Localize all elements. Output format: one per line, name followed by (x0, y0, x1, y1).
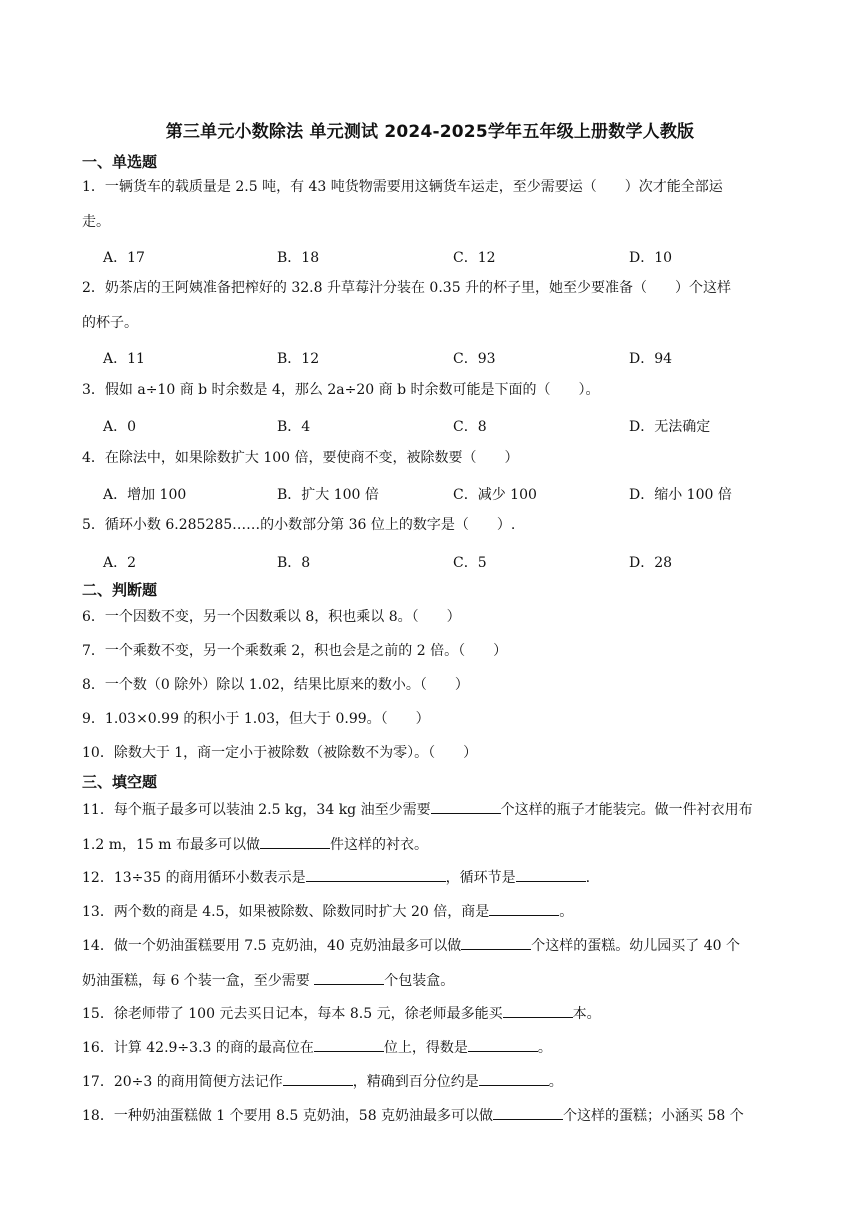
question-text: 个这样的瓶子才能装完。做一件衬衣用布 (500, 802, 753, 818)
option-b[interactable]: B．8 (277, 555, 311, 571)
option-a[interactable]: A．0 (103, 419, 137, 435)
answer-blank[interactable] (479, 1071, 549, 1086)
question-13 (82, 895, 812, 930)
question-text: 位上，得数是 (383, 1040, 468, 1056)
question-text: . (585, 870, 591, 886)
question-text: 2．奶茶店的王阿姨准备把榨好的 32.8 升草莓汁分装在 0.35 升的杯子里，她至少要准备（ ）个这样 (82, 280, 732, 296)
question-text: 的杯子。 (82, 315, 138, 331)
question-text: 件这样的衬衣。 (329, 837, 428, 853)
question-1 (82, 170, 812, 240)
option-c[interactable]: C．93 (453, 351, 496, 367)
option-c[interactable]: C．8 (453, 419, 487, 435)
question-16 (82, 1031, 812, 1066)
section-heading-true-false: 二、判断题 (82, 581, 158, 599)
question-text: 12．13÷35 的商用循环小数表示是 (82, 870, 306, 886)
question-text: ，精确到百分位约是 (352, 1074, 479, 1090)
answer-blank[interactable] (503, 1003, 573, 1018)
option-a[interactable]: A．17 (103, 250, 145, 266)
options-2 (103, 348, 803, 368)
answer-blank[interactable] (431, 799, 501, 814)
question-text: 14．做一个奶油蛋糕要用 7.5 克奶油，40 克奶油最多可以做 (82, 938, 462, 954)
option-c[interactable]: C．减少 100 (453, 487, 537, 503)
option-c[interactable]: C．12 (453, 250, 496, 266)
question-5 (82, 508, 812, 543)
question-text: 5．循环小数 6.285285……的小数部分第 36 位上的数字是（ ）. (82, 517, 516, 533)
question-text: 。 (548, 1074, 563, 1090)
options-4 (103, 484, 803, 504)
question-text: 18．一种奶油蛋糕做 1 个要用 8.5 克奶油，58 克奶油最多可以做 (82, 1108, 494, 1124)
question-text: 本。 (572, 1006, 601, 1022)
question-14 (82, 929, 812, 999)
question-text: 个这样的蛋糕；小涵买 58 个 (563, 1108, 744, 1124)
answer-blank[interactable] (468, 1037, 538, 1052)
question-text: 个这样的蛋糕。幼儿园买了 40 个 (531, 938, 740, 954)
question-text: 。 (559, 904, 574, 920)
question-10: 10．除数大于 1，商一定小于被除数（被除数不为零）。（ ） (82, 745, 478, 761)
question-11 (82, 793, 812, 863)
answer-blank[interactable] (314, 970, 384, 985)
question-2 (82, 271, 812, 341)
options-3 (103, 416, 803, 436)
question-text: 。 (537, 1040, 552, 1056)
question-8: 8．一个数（0 除外）除以 1.02，结果比原来的数小。（ ） (82, 677, 469, 693)
question-text: 17．20÷3 的商用简便方法记作 (82, 1074, 283, 1090)
section-heading-single-choice: 一、单选题 (82, 153, 158, 171)
question-text: ，循环节是 (445, 870, 516, 886)
question-text: 个包装盒。 (384, 973, 455, 989)
options-1 (103, 247, 803, 267)
option-a[interactable]: A．2 (103, 555, 137, 571)
question-text: 4．在除法中，如果除数扩大 100 倍，要使商不变，被除数要（ ） (82, 450, 519, 466)
answer-blank[interactable] (306, 867, 446, 882)
question-text: 15．徐老师带了 100 元去买日记本，每本 8.5 元，徐老师最多能买 (82, 1006, 503, 1022)
question-15 (82, 997, 812, 1032)
question-6: 6．一个因数不变，另一个因数乘以 8，积也乘以 8。（ ） (82, 609, 461, 625)
option-b[interactable]: B．18 (277, 250, 320, 266)
question-text: 11．每个瓶子最多可以装油 2.5 kg，34 kg 油至少需要 (82, 802, 431, 818)
question-18 (82, 1099, 812, 1134)
option-d[interactable]: D．28 (629, 555, 673, 571)
answer-blank[interactable] (461, 935, 531, 950)
option-d[interactable]: D．10 (629, 250, 673, 266)
answer-blank[interactable] (283, 1071, 353, 1086)
question-text: 走。 (82, 214, 110, 230)
question-text: 13．两个数的商是 4.5，如果被除数、除数同时扩大 20 倍，商是 (82, 904, 490, 920)
option-b[interactable]: B．扩大 100 倍 (277, 487, 379, 503)
answer-blank[interactable] (489, 901, 559, 916)
option-b[interactable]: B．4 (277, 419, 311, 435)
answer-blank[interactable] (493, 1105, 563, 1120)
page-title: 第三单元小数除法 单元测试 2024-2025学年五年级上册数学人教版 (165, 122, 695, 142)
option-a[interactable]: A．增加 100 (103, 487, 187, 503)
option-a[interactable]: A．11 (103, 351, 145, 367)
question-text: 3．假如 a÷10 商 b 时余数是 4，那么 2a÷20 商 b 时余数可能是下面的（ ）。 (82, 382, 600, 398)
question-4 (82, 441, 812, 476)
option-c[interactable]: C．5 (453, 555, 487, 571)
question-9: 9．1.03×0.99 的积小于 1.03，但大于 0.99。（ ） (82, 711, 430, 727)
option-d[interactable]: D．无法确定 (629, 419, 711, 435)
option-d[interactable]: D．94 (629, 351, 673, 367)
option-d[interactable]: D．缩小 100 倍 (629, 487, 732, 503)
question-text: 1．一辆货车的载质量是 2.5 吨，有 43 吨货物需要用这辆货车运走，至少需要运（ ）次才能全部运 (82, 179, 723, 195)
question-text: 奶油蛋糕，每 6 个装一盒，至少需要 (82, 973, 310, 989)
question-12 (82, 861, 812, 896)
question-17 (82, 1065, 812, 1100)
question-7: 7．一个乘数不变，另一个乘数乘 2，积也会是之前的 2 倍。（ ） (82, 643, 508, 659)
answer-blank[interactable] (260, 834, 330, 849)
question-text: 1.2 m，15 m 布最多可以做 (82, 837, 260, 853)
answer-blank[interactable] (314, 1037, 384, 1052)
question-text: 16．计算 42.9÷3.3 的商的最高位在 (82, 1040, 314, 1056)
question-3 (82, 373, 812, 408)
options-5 (103, 552, 803, 572)
option-b[interactable]: B．12 (277, 351, 320, 367)
section-heading-fill-blank: 三、填空题 (82, 773, 158, 791)
answer-blank[interactable] (516, 867, 586, 882)
